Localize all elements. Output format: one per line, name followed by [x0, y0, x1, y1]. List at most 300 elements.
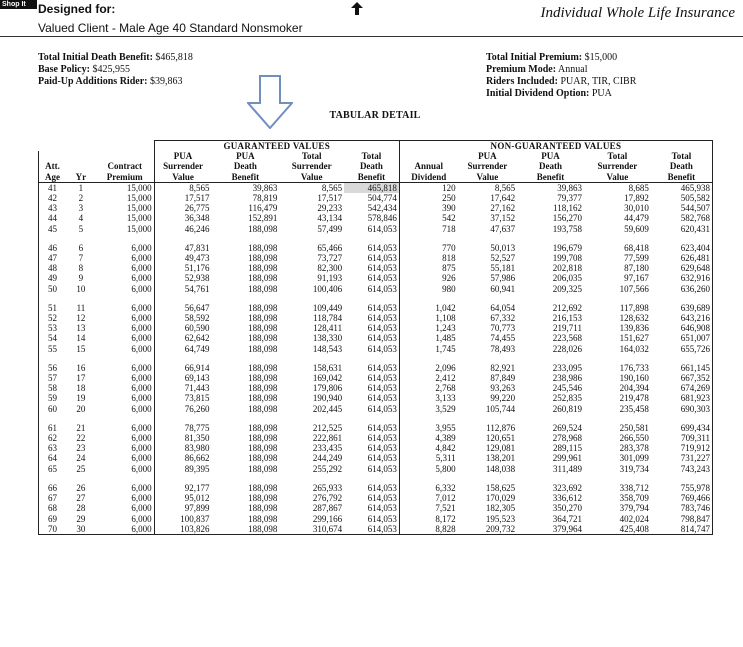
- table-cell: 44: [39, 213, 67, 223]
- table-cell: 17,642: [490, 193, 516, 204]
- table-row: [39, 203, 713, 213]
- table-cell: 129,081: [485, 443, 516, 454]
- table-row: [39, 503, 713, 513]
- summary-row: Base Policy: $425,955: [38, 64, 130, 75]
- table-cell: 158,631: [312, 362, 343, 373]
- table-cell: 56,647: [154, 303, 211, 313]
- table-cell: 6,000: [131, 463, 152, 474]
- table-cell: 219,478: [619, 393, 649, 404]
- table-cell: 17,517: [317, 193, 343, 204]
- table-cell: 2,096: [399, 363, 457, 373]
- table-cell: 128,632: [619, 313, 649, 324]
- table-body: [39, 182, 713, 534]
- tabular-detail-title: TABULAR DETAIL: [329, 110, 421, 121]
- summary-row: Initial Dividend Option: PUA: [486, 88, 612, 99]
- table-cell: 188,098: [248, 493, 278, 504]
- table-cell: 95,012: [154, 493, 211, 503]
- table-cell: 128,411: [313, 323, 343, 334]
- table-cell: 151,627: [619, 333, 649, 344]
- table-cell: 47,831: [154, 243, 211, 253]
- table-cell: 5,800: [399, 464, 457, 474]
- table-cell: 46: [39, 243, 67, 253]
- table-cell: 120: [399, 182, 457, 193]
- table-cell: 49: [39, 273, 67, 283]
- table-cell: 338,712: [619, 482, 649, 493]
- table-row: [39, 273, 713, 283]
- table-cell: 7,521: [399, 503, 457, 513]
- table-cell: 980: [399, 284, 457, 294]
- table-cell: 614,053: [344, 453, 399, 463]
- table-cell: 7: [78, 253, 84, 264]
- table-cell: 287,867: [312, 503, 343, 514]
- table-cell: 52: [39, 313, 67, 323]
- table-cell: 55,181: [490, 263, 516, 274]
- table-cell: 29: [76, 513, 86, 524]
- row-spacer: [39, 234, 713, 243]
- table-cell: 4,842: [399, 443, 457, 453]
- summary-row: Paid-Up Additions Rider: $39,863: [38, 76, 183, 87]
- table-cell: 82,300: [317, 263, 343, 274]
- table-cell: 614,053: [344, 524, 399, 535]
- table-cell: 112,876: [486, 422, 516, 433]
- table-cell: 179,806: [312, 383, 343, 394]
- table-cell: 350,270: [552, 503, 582, 514]
- table-cell: 139,836: [619, 323, 649, 334]
- table-row: [39, 182, 713, 193]
- table-row: [39, 363, 713, 373]
- table-cell: 504,774: [344, 193, 399, 203]
- table-cell: 67: [39, 493, 67, 503]
- table-cell: 83,980: [154, 443, 211, 453]
- table-cell: 1: [78, 182, 84, 193]
- table-cell: 152,891: [248, 213, 278, 224]
- table-cell: 926: [399, 273, 457, 283]
- table-cell: 206,035: [552, 273, 582, 284]
- column-header: Att. Age: [39, 151, 67, 182]
- table-cell: 107,566: [619, 283, 649, 294]
- table-row: [39, 313, 713, 323]
- column-header: PUA Surrender Value: [154, 151, 211, 182]
- table-cell: 188,098: [248, 433, 278, 444]
- table-cell: 64: [39, 453, 67, 463]
- table-cell: 1,243: [399, 323, 457, 333]
- table-cell: 623,404: [651, 243, 713, 253]
- table-cell: 50: [39, 284, 67, 294]
- table-cell: 87,180: [624, 263, 649, 274]
- table-cell: 212,525: [312, 422, 343, 433]
- table-row: [39, 243, 713, 253]
- table-cell: 6,000: [131, 253, 152, 264]
- table-cell: 323,692: [552, 482, 582, 493]
- column-header: Yr: [66, 151, 96, 182]
- table-cell: 6,000: [131, 273, 152, 284]
- column-header: Total Surrender Value: [584, 151, 651, 182]
- table-cell: 68,418: [624, 242, 649, 253]
- table-cell: 188,098: [248, 283, 278, 294]
- table-cell: 57,499: [317, 223, 343, 234]
- table-cell: 61: [39, 423, 67, 433]
- table-cell: 47: [39, 253, 67, 263]
- row-spacer: [39, 474, 713, 483]
- table-cell: 17,892: [624, 193, 649, 204]
- table-cell: 15,000: [126, 182, 152, 193]
- table-cell: 182,305: [485, 503, 516, 514]
- header-divider: [0, 36, 743, 37]
- column-header-row: [39, 151, 713, 182]
- table-cell: 15,000: [126, 193, 152, 204]
- table-cell: 202,445: [312, 403, 343, 414]
- table-cell: 118,162: [553, 203, 582, 214]
- table-cell: 6,000: [131, 343, 152, 354]
- table-row: [39, 404, 713, 414]
- table-cell: 117,898: [619, 302, 649, 313]
- table-cell: 10: [76, 283, 86, 294]
- table-cell: 614,053: [344, 363, 399, 373]
- table-cell: 6,000: [131, 453, 152, 464]
- table-cell: 731,227: [651, 453, 713, 463]
- table-cell: 193,758: [552, 223, 582, 234]
- table-cell: 202,818: [552, 263, 582, 274]
- table-cell: 14: [76, 333, 86, 344]
- table-cell: 542: [399, 213, 457, 223]
- table-cell: 614,053: [344, 464, 399, 474]
- table-cell: 6,000: [131, 403, 152, 414]
- table-cell: 255,292: [312, 463, 343, 474]
- table-cell: 402,024: [619, 513, 649, 524]
- table-cell: 43,134: [317, 213, 343, 224]
- table-cell: 66,914: [154, 363, 211, 373]
- table-cell: 78,819: [252, 193, 278, 204]
- table-cell: 116,479: [248, 203, 278, 214]
- table-cell: 755,978: [651, 483, 713, 493]
- table-cell: 614,053: [344, 433, 399, 443]
- table-cell: 190,940: [312, 393, 343, 404]
- table-cell: 43: [39, 203, 67, 213]
- table-cell: 169,042: [312, 373, 343, 384]
- table-cell: 87,849: [490, 373, 516, 384]
- table-cell: 27: [76, 493, 86, 504]
- table-cell: 188,098: [211, 524, 279, 535]
- table-cell: 222,861: [312, 433, 343, 444]
- table-cell: 176,733: [619, 362, 649, 373]
- summary-left: [38, 52, 193, 88]
- table-cell: 53: [39, 323, 67, 333]
- table-cell: 379,964: [517, 524, 584, 535]
- table-cell: 614,053: [344, 493, 399, 503]
- summary-row: Total Initial Death Benefit: $465,818: [38, 52, 193, 63]
- table-cell: 81,350: [154, 433, 211, 443]
- table-cell: 11: [76, 302, 86, 313]
- tabular-detail-table: [38, 140, 713, 535]
- table-cell: 278,968: [552, 433, 582, 444]
- table-cell: 51,176: [154, 263, 211, 273]
- table-cell: 22: [76, 433, 86, 444]
- table-cell: 614,053: [344, 313, 399, 323]
- table-cell: 209,732: [458, 524, 517, 535]
- table-cell: 42: [39, 193, 67, 203]
- table-cell: 13: [76, 323, 86, 334]
- table-cell: 9: [78, 273, 84, 284]
- table-cell: 109,449: [312, 302, 343, 313]
- table-cell: 358,709: [619, 493, 649, 504]
- row-spacer: [39, 294, 713, 303]
- table-cell: 614,053: [344, 423, 399, 433]
- table-cell: 188,098: [248, 273, 278, 284]
- table-cell: 52,938: [154, 273, 211, 283]
- non-guaranteed-values-header: NON-GUARANTEED VALUES: [399, 141, 712, 152]
- table-cell: 57,986: [490, 273, 516, 284]
- table-cell: 228,026: [552, 343, 582, 354]
- table-cell: 311,489: [553, 463, 582, 474]
- table-cell: 299,961: [552, 453, 582, 464]
- designed-for-label: Designed for:: [38, 2, 116, 16]
- table-row: [39, 464, 713, 474]
- table-cell: 250,581: [619, 422, 649, 433]
- table-cell: 188,098: [248, 403, 278, 414]
- table-cell: 86,662: [154, 453, 211, 463]
- table-cell: 37,152: [490, 213, 516, 224]
- table-cell: 276,792: [312, 493, 343, 504]
- column-header: Annual Dividend: [399, 151, 457, 182]
- table-cell: 52,527: [490, 253, 516, 264]
- table-cell: 39,863: [557, 182, 582, 193]
- table-cell: 390: [399, 203, 457, 213]
- corner-tab: Shop It: [0, 0, 37, 9]
- column-header: Contract Premium: [96, 151, 154, 182]
- table-cell: 188,098: [248, 453, 278, 464]
- table-cell: 212,692: [552, 302, 582, 313]
- table-cell: 465,818: [344, 182, 399, 193]
- table-cell: 233,435: [312, 443, 343, 454]
- column-header: PUA Death Benefit: [517, 151, 584, 182]
- table-cell: 614,053: [344, 443, 399, 453]
- table-cell: 60: [39, 404, 67, 414]
- table-cell: 674,269: [651, 383, 713, 393]
- table-cell: 188,098: [248, 343, 278, 354]
- table-cell: 64,054: [490, 302, 516, 313]
- table-cell: 57: [39, 373, 67, 383]
- table-cell: 195,523: [485, 513, 516, 524]
- table-cell: 614,053: [344, 503, 399, 513]
- table-cell: 3,955: [399, 423, 457, 433]
- table-cell: 56: [39, 363, 67, 373]
- table-cell: 620,431: [651, 224, 713, 234]
- table-cell: 74,455: [490, 333, 516, 344]
- table-cell: 6,000: [131, 393, 152, 404]
- table-cell: 639,689: [651, 303, 713, 313]
- table-cell: 118,784: [313, 313, 343, 324]
- table-cell: 97,167: [624, 273, 649, 284]
- table-row: [39, 224, 713, 234]
- table-cell: 299,166: [312, 513, 343, 524]
- table-cell: 301,099: [619, 453, 649, 464]
- table-cell: 4: [78, 213, 84, 224]
- table-cell: 24: [76, 453, 86, 464]
- column-header: Total Death Benefit: [651, 151, 713, 182]
- table-cell: 614,053: [344, 253, 399, 263]
- summary-right: [486, 52, 636, 100]
- table-cell: 148,543: [312, 343, 343, 354]
- table-cell: 188,098: [248, 513, 278, 524]
- table-cell: 188,098: [248, 263, 278, 274]
- table-cell: 64,749: [154, 344, 211, 354]
- table-cell: 170,029: [485, 493, 516, 504]
- table-cell: 99,220: [490, 393, 516, 404]
- table-cell: 100,406: [312, 283, 343, 294]
- table-cell: 209,325: [552, 283, 582, 294]
- table-cell: 8,565: [321, 182, 343, 193]
- table-cell: 82,921: [490, 362, 516, 373]
- table-cell: 60,941: [490, 283, 516, 294]
- table-cell: 814,747: [651, 524, 713, 535]
- table-cell: 614,053: [344, 344, 399, 354]
- table-cell: 70: [39, 524, 67, 535]
- summary-row: Total Initial Premium: $15,000: [486, 52, 618, 63]
- summary-row: Riders Included: PUAR, TIR, CIBR: [486, 76, 637, 87]
- table-cell: 67,332: [490, 313, 516, 324]
- table-cell: 49,473: [154, 253, 211, 263]
- table-cell: 68: [39, 503, 67, 513]
- table-cell: 158,625: [485, 482, 516, 493]
- table-cell: 17,517: [154, 193, 211, 203]
- table-cell: 614,053: [344, 243, 399, 253]
- table-cell: 614,053: [344, 323, 399, 333]
- table-cell: 62,642: [154, 333, 211, 343]
- table-cell: 92,177: [154, 483, 211, 493]
- table-cell: 7,012: [399, 493, 457, 503]
- table-cell: 244,249: [312, 453, 343, 464]
- table-cell: 25: [76, 463, 86, 474]
- mouse-pointer-icon: [351, 2, 363, 16]
- table-cell: 89,395: [154, 464, 211, 474]
- table-cell: 63: [39, 443, 67, 453]
- table-cell: 6,000: [96, 524, 154, 535]
- table-cell: 6,000: [131, 373, 152, 384]
- table-cell: 743,243: [651, 464, 713, 474]
- table-cell: 188,098: [248, 443, 278, 454]
- table-cell: 8,565: [494, 182, 516, 193]
- table-cell: 283,378: [619, 443, 649, 454]
- table-cell: 289,115: [553, 443, 582, 454]
- table-cell: 636,260: [651, 284, 713, 294]
- table-cell: 465,938: [651, 182, 713, 193]
- table-cell: 632,916: [651, 273, 713, 283]
- client-description: Valued Client - Male Age 40 Standard Nonsmoker: [38, 21, 303, 35]
- table-cell: 93,263: [490, 383, 516, 394]
- table-cell: 252,835: [552, 393, 582, 404]
- table-cell: 71,443: [154, 383, 211, 393]
- table-cell: 78,493: [490, 343, 516, 354]
- table-cell: 15,000: [126, 213, 152, 224]
- table-row: [39, 373, 713, 383]
- table-cell: 100,837: [154, 514, 211, 524]
- table-cell: 76,260: [154, 404, 211, 414]
- table-row: [39, 393, 713, 403]
- table-cell: 6,000: [131, 242, 152, 253]
- table-cell: 199,708: [552, 253, 582, 264]
- table-cell: 798,847: [651, 514, 713, 524]
- table-row: [39, 193, 713, 203]
- table-cell: 216,153: [552, 313, 582, 324]
- table-row: [39, 524, 713, 535]
- table-cell: 614,053: [344, 303, 399, 313]
- table-row: [39, 493, 713, 503]
- table-cell: 269,524: [552, 422, 582, 433]
- table-cell: 6,000: [131, 362, 152, 373]
- table-cell: 709,311: [651, 433, 713, 443]
- table-cell: 6,000: [131, 493, 152, 504]
- table-cell: 643,216: [651, 313, 713, 323]
- column-header: PUA Death Benefit: [211, 151, 279, 182]
- table-cell: 51: [39, 303, 67, 313]
- table-cell: 661,145: [651, 363, 713, 373]
- table-cell: 770: [399, 243, 457, 253]
- table-cell: 21: [76, 422, 86, 433]
- table-cell: 97,899: [154, 503, 211, 513]
- column-header: Total Death Benefit: [344, 151, 399, 182]
- table-cell: 2,768: [399, 383, 457, 393]
- table-cell: 2: [78, 193, 84, 204]
- table-cell: 6,000: [131, 513, 152, 524]
- table-row: [39, 253, 713, 263]
- table-cell: 54,761: [154, 284, 211, 294]
- table-cell: 78,775: [154, 423, 211, 433]
- table-cell: 188,098: [248, 242, 278, 253]
- table-cell: 188,098: [248, 333, 278, 344]
- table-cell: 138,201: [485, 453, 516, 464]
- table-cell: 188,098: [248, 383, 278, 394]
- table-cell: 8,828: [399, 524, 457, 535]
- table-cell: 614,053: [344, 514, 399, 524]
- table-cell: 188,098: [248, 393, 278, 404]
- table-row: [39, 303, 713, 313]
- table-cell: 223,568: [552, 333, 582, 344]
- table-cell: 26: [76, 482, 86, 493]
- down-arrow-icon: [247, 75, 293, 129]
- table-cell: 265,933: [312, 482, 343, 493]
- table-cell: 188,098: [248, 373, 278, 384]
- table-cell: 188,098: [248, 422, 278, 433]
- table-cell: 5: [78, 223, 84, 234]
- table-row: [39, 344, 713, 354]
- table-cell: 8,172: [399, 514, 457, 524]
- table-cell: 818: [399, 253, 457, 263]
- table-cell: 875: [399, 263, 457, 273]
- table-cell: 718: [399, 224, 457, 234]
- table-cell: 54: [39, 333, 67, 343]
- table-row: [39, 323, 713, 333]
- table-cell: 6,000: [131, 422, 152, 433]
- table-cell: 219,711: [553, 323, 582, 334]
- table-row: [39, 433, 713, 443]
- table-cell: 65: [39, 464, 67, 474]
- table-row: [39, 443, 713, 453]
- table-cell: 69: [39, 514, 67, 524]
- table-cell: 6,000: [131, 263, 152, 274]
- product-title: Individual Whole Life Insurance: [540, 5, 735, 21]
- column-header: Total Surrender Value: [279, 151, 344, 182]
- table-cell: 69,143: [154, 373, 211, 383]
- table-cell: 629,648: [651, 263, 713, 273]
- table-row: [39, 263, 713, 273]
- table-row: [39, 333, 713, 343]
- table-cell: 505,582: [651, 193, 713, 203]
- row-spacer: [39, 414, 713, 423]
- table-cell: 59,609: [624, 223, 649, 234]
- table-cell: 614,053: [344, 284, 399, 294]
- table-cell: 91,193: [317, 273, 343, 284]
- table-cell: 15,000: [126, 223, 152, 234]
